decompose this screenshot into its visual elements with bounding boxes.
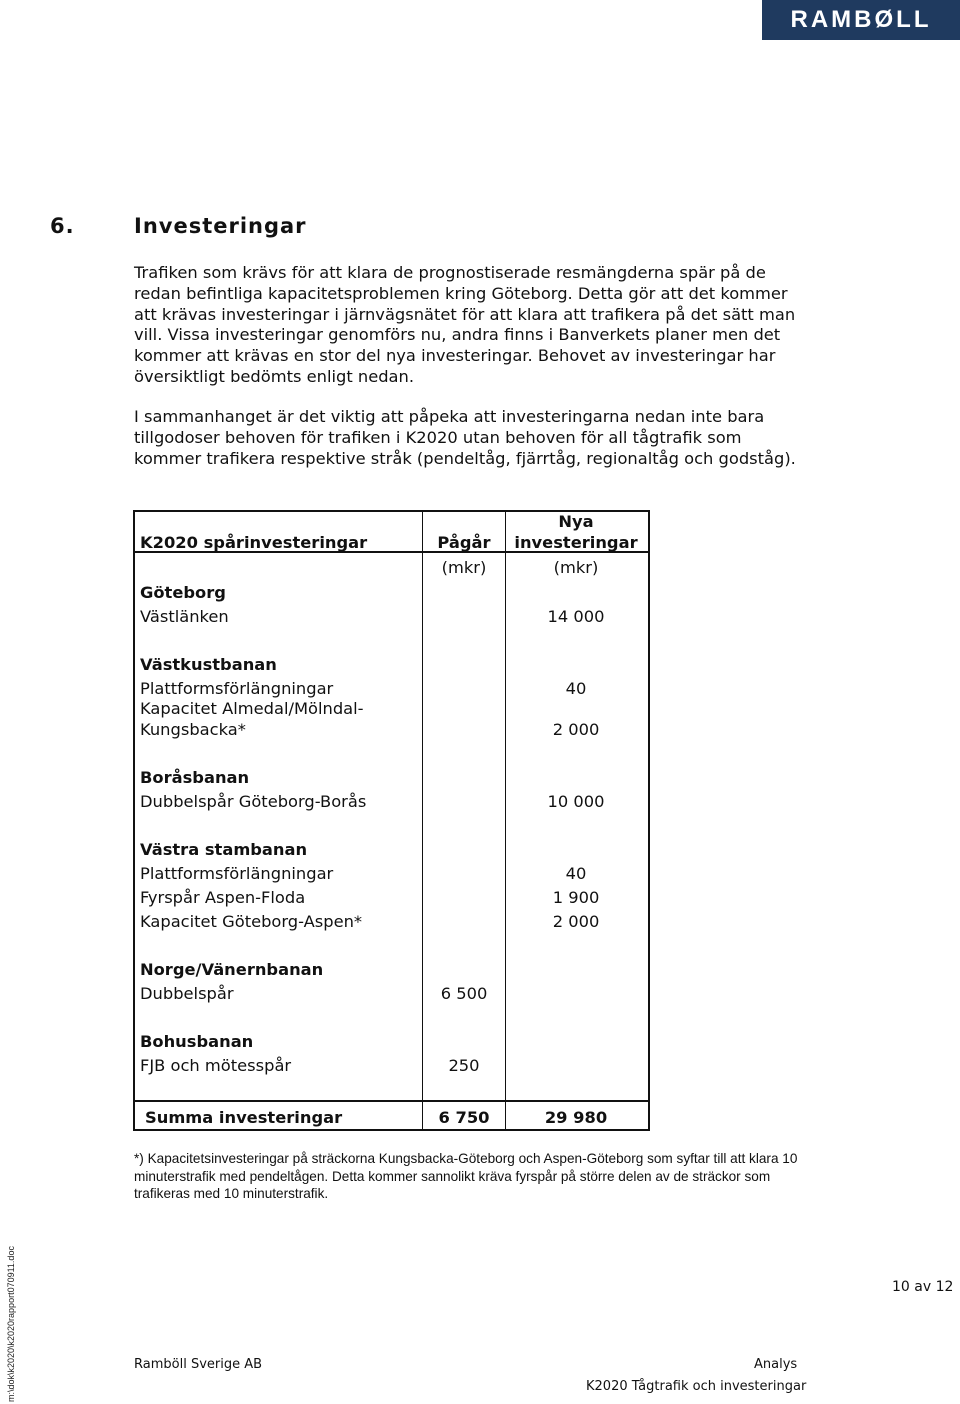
unit-nya: (mkr) (553, 558, 599, 577)
row-nya: 40 (565, 679, 587, 698)
row-name: Fyrspår Aspen-Floda (140, 888, 306, 907)
footer-label: Analys (754, 1357, 798, 1372)
paragraph-2: I sammanhanget är det viktig att påpeka att investeringarna nedan inte bara tillgodoser behoven för trafiken i K2020 utan behoven för all tågtrafik som kommer trafikera respektive stråk (pendeltåg, fjärrtåg, regionaltåg och godståg). (134, 407, 796, 468)
page-number: 10 av 12 (892, 1279, 954, 1295)
ramboll-logo: RAMBØLL (762, 0, 960, 40)
group-title: Norge/Vänernbanan (140, 960, 324, 979)
row-name: Kapacitet Almedal/Mölndal- (140, 699, 364, 718)
row-pagar: 250 (448, 1056, 480, 1075)
row-name: Dubbelspår (140, 984, 234, 1003)
group-title: Västra stambanan (140, 840, 308, 859)
row-nya: 2 000 (552, 912, 600, 931)
section-number: 6. (50, 214, 75, 238)
row-name: Västlänken (140, 607, 229, 626)
row-name: Plattformsförlängningar (140, 864, 334, 883)
row-nya: 10 000 (547, 792, 605, 811)
group-title: Boråsbanan (140, 768, 250, 787)
investment-table (133, 510, 648, 1130)
header-nya-line1: Nya (558, 512, 594, 531)
header-name: K2020 spårinvesteringar (140, 533, 368, 552)
header-nya-line2: investeringar (514, 533, 638, 552)
header-pagar: Pågår (437, 533, 491, 552)
row-nya: 1 900 (552, 888, 600, 907)
footnote: *) Kapacitetsinvesteringar på sträckorna Kungsbacka-Göteborg och Aspen-Göteborg som syftar till att klara 10 minuterstrafik med pendeltågen. Detta kommer sannolikt kräva fyrspår på större delen av de sträckor som trafikeras med 10 minuterstrafik. (134, 1151, 798, 1201)
group-title: Bohusbanan (140, 1032, 254, 1051)
group-title: Göteborg (140, 583, 226, 602)
row-nya: 2 000 (552, 720, 600, 739)
row-nya: 14 000 (547, 607, 605, 626)
section-title: Investeringar (134, 214, 307, 238)
summary-label: Summa investeringar (145, 1108, 343, 1127)
footer-doc-title: K2020 Tågtrafik och investeringar (586, 1379, 807, 1394)
row-name: Plattformsförlängningar (140, 679, 334, 698)
group-title: Västkustbanan (140, 655, 277, 674)
row-pagar: 6 500 (440, 984, 488, 1003)
summary-pagar: 6 750 (438, 1108, 490, 1127)
unit-pagar: (mkr) (441, 558, 487, 577)
row-name: Kungsbacka* (140, 720, 246, 739)
row-name: Dubbelspår Göteborg-Borås (140, 792, 367, 811)
paragraph-1: Trafiken som krävs för att klara de prognostiserade resmängderna spär på de redan befintliga kapacitetsproblemen kring Göteborg. Detta gör att det kommer att krävas investeringar i järnvägsnätet för att klara att trafikera på det sätt man vill. Vissa investeringar genomförs nu, andra finns i Banverkets planer men det kommer att krävas en stor del nya investeringar. Behovet av investeringar har översiktligt bedömts enligt nedan. (134, 263, 796, 386)
section-heading (50, 214, 307, 238)
row-name: FJB och mötesspår (140, 1056, 292, 1075)
summary-nya: 29 980 (544, 1108, 608, 1127)
row-name: Kapacitet Göteborg-Aspen* (140, 912, 363, 931)
row-nya: 40 (565, 864, 587, 883)
footer-company: Ramböll Sverige AB (134, 1357, 263, 1372)
file-path: m:\dok\k2020\k2020rapport070911.doc (6, 1246, 16, 1402)
column-divider (422, 510, 423, 1100)
